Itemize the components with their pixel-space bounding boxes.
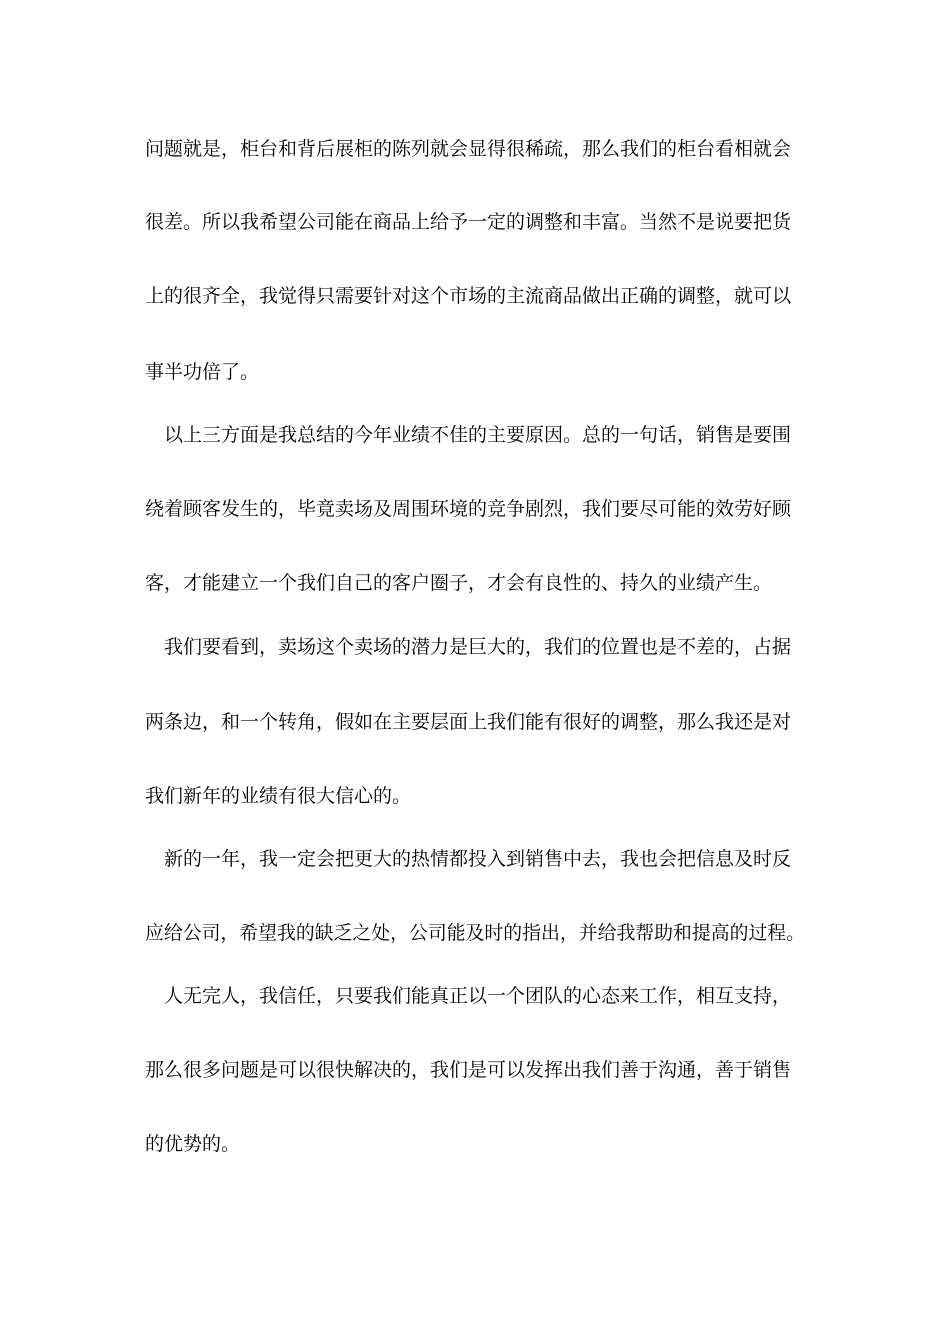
text-line-5: 以上三方面是我总结的今年业绩不佳的主要原因。总的一句话，销售是要围 (145, 424, 792, 446)
text-line-14: 那么很多问题是可以很快解决的，我们是可以发挥出我们善于沟通，善于销售 (145, 1059, 792, 1081)
text-line-11: 新的一年，我一定会把更大的热情都投入到销售中去，我也会把信息及时反 (145, 848, 792, 870)
text-line-12: 应给公司，希望我的缺乏之处，公司能及时的指出，并给我帮助和提高的过程。 (145, 922, 806, 944)
text-line-2: 很差。所以我希望公司能在商品上给予一定的调整和丰富。当然不是说要把货 (145, 211, 792, 233)
text-line-13: 人无完人，我信任，只要我们能真正以一个团队的心态来工作，相互支持， (145, 985, 792, 1007)
text-line-15: 的优势的。 (145, 1133, 241, 1155)
text-line-9: 两条边，和一个转角，假如在主要层面上我们能有很好的调整，那么我还是对 (145, 711, 792, 733)
text-line-10: 我们新年的业绩有很大信心的。 (145, 785, 412, 807)
text-line-3: 上的很齐全，我觉得只需要针对这个市场的主流商品做出正确的调整，就可以 (145, 285, 792, 307)
text-line-1: 问题就是，柜台和背后展柜的陈列就会显得很稀疏，那么我们的柜台看相就会 (145, 138, 792, 160)
text-line-4: 事半功倍了。 (145, 361, 260, 383)
text-line-6: 绕着顾客发生的，毕竟卖场及周围环境的竞争剧烈，我们要尽可能的效劳好顾 (145, 498, 792, 520)
text-line-7: 客，才能建立一个我们自己的客户圈子，才会有良性的、持久的业绩产生。 (145, 572, 773, 594)
text-line-8: 我们要看到，卖场这个卖场的潜力是巨大的，我们的位置也是不差的，占据 (145, 636, 792, 658)
